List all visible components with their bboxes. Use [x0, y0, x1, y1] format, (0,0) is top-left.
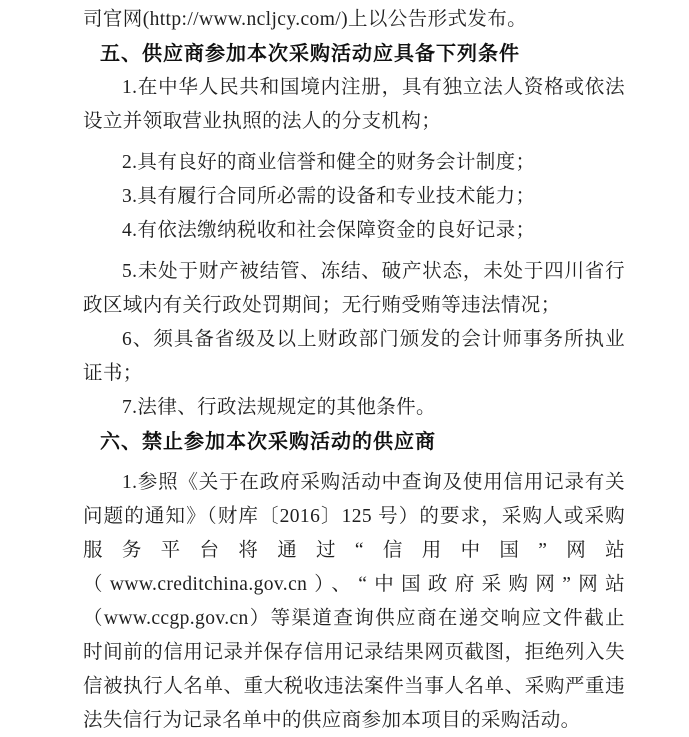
condition-item-5: 5.未处于财产被结管、冻结、破产状态，未处于四川省行政区域内有关行政处罚期间；无行贿受贿等违法情况； — [83, 261, 625, 316]
condition-item-7: 7.法律、行政法规规定的其他条件。 — [122, 397, 436, 418]
condition-item-6: 6、须具备省级及以上财政部门颁发的会计师事务所执业证书； — [83, 329, 625, 384]
condition-item-4: 4.有依法缴纳税收和社会保障资金的良好记录； — [122, 220, 536, 241]
intro-continuation-line: 司官网(http://www.ncljcy.com/)上以公告形式发布。 — [83, 9, 528, 30]
credit-record-paragraph: 1.参照《关于在政府采购活动中查询及使用信用记录有关问题的通知》（财库〔2016〕125 号）的要求，采购人或采购服务平台将通过“信用中国”网站（www.creditchina.gov.cn）、“中国政府采购网”网站（www.ccgp.gov.cn）等渠道查询供应商在递交响应文件截止时间前的信用记录并保存信用记录结果网页截图，拒绝列入失信被执行人名单、重大税收违法案件当事人名单、采购严重违法失信行为记录名单中的供应商参加本项目的采购活动。 — [83, 472, 625, 731]
condition-item-2: 2.具有良好的商业信誉和健全的财务会计制度； — [122, 152, 536, 173]
section-6-heading: 六、禁止参加本次采购活动的供应商 — [100, 431, 436, 453]
condition-item-1: 1.在中华人民共和国境内注册，具有独立法人资格或依法设立并领取营业执照的法人的分支机构； — [83, 77, 625, 132]
section-5-heading: 五、供应商参加本次采购活动应具备下列条件 — [100, 43, 520, 65]
condition-item-3: 3.具有履行合同所必需的设备和专业技术能力； — [122, 186, 536, 207]
